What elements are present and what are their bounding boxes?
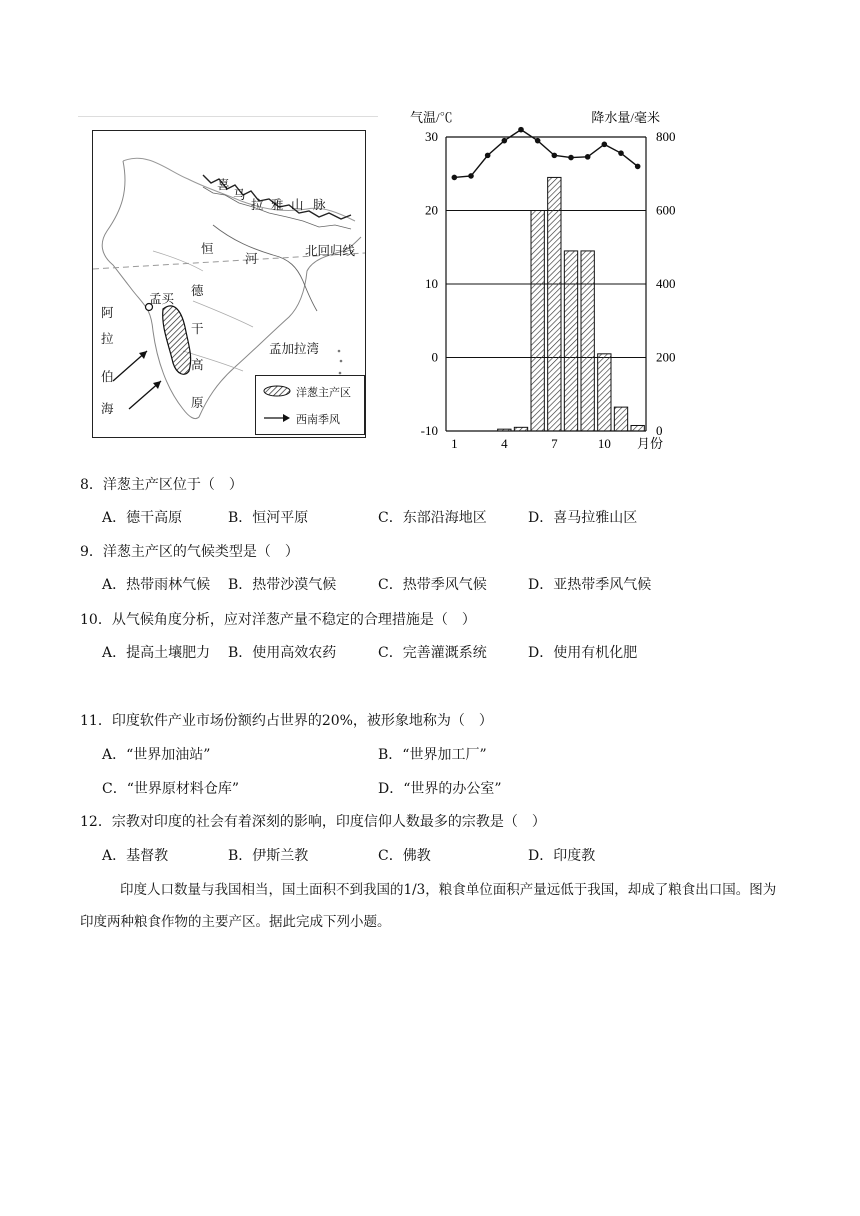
- q11-option-d[interactable]: D．“世界的办公室”: [378, 781, 502, 797]
- precip-bar: [631, 425, 644, 431]
- arabian-sea-char-4: 海: [101, 401, 114, 416]
- question-8-stem: 8．洋葱主产区位于（ ）: [80, 477, 243, 493]
- himalaya-char-4: 雅: [271, 197, 284, 212]
- intro-paragraph: 印度人口数量与我国相当，国土面积不到我国的1/3，粮食单位面积产量远低于我国，却成了粮食出口国。图为印度两种粮食作物的主要产区。据此完成下列小题。: [80, 882, 777, 930]
- climate-chart: [410, 104, 676, 456]
- temp-tick-label: 10: [425, 276, 438, 291]
- temperature-point: [535, 138, 541, 144]
- arabian-sea-char-1: 阿: [101, 305, 114, 320]
- q12-option-d[interactable]: D．印度教: [528, 848, 596, 864]
- arrow-icon: [262, 412, 292, 424]
- question-9-stem: 9．洋葱主产区的气候类型是（ ）: [80, 544, 299, 560]
- q12-option-b[interactable]: B．伊斯兰教: [228, 848, 309, 864]
- temperature-point: [485, 153, 491, 159]
- ganges-char-1: 恒: [201, 241, 214, 256]
- temperature-point: [585, 154, 591, 160]
- q10-option-b[interactable]: B．使用高效农药: [228, 645, 337, 661]
- temp-tick-label: 30: [425, 129, 438, 144]
- temp-tick-label: 0: [431, 349, 438, 365]
- temperature-point: [602, 142, 608, 148]
- q12-option-a[interactable]: A．基督教: [102, 848, 169, 864]
- top-rule: [78, 116, 378, 117]
- q8-option-a[interactable]: A．德干高原: [102, 510, 183, 526]
- legend-onion-label: 洋葱主产区: [296, 386, 351, 399]
- precip-tick-label: 600: [656, 202, 676, 218]
- temperature-point: [468, 173, 474, 179]
- question-11-stem: 11．印度软件产业市场份额约占世界的20%，被形象地称为（ ）: [80, 713, 493, 729]
- precip-bar: [614, 407, 627, 431]
- precip-bar: [598, 354, 611, 431]
- q10-option-d[interactable]: D．使用有机化肥: [528, 645, 638, 661]
- q10-option-c[interactable]: C．完善灌溉系统: [378, 645, 487, 661]
- precip-tick-label: 0: [656, 423, 663, 438]
- mumbai-label: 孟买: [149, 291, 175, 306]
- himalaya-char-3: 拉: [251, 197, 264, 212]
- himalaya-char-6: 脉: [313, 197, 326, 212]
- onion-legend-swatch: [262, 384, 292, 398]
- month-tick-label: 4: [501, 436, 508, 451]
- bay-of-bengal-label: 孟加拉湾: [269, 341, 320, 356]
- month-unit-label: 月份: [636, 436, 664, 451]
- precip-bar: [531, 211, 544, 432]
- onion-area-shape: [163, 306, 191, 374]
- month-tick-label: 1: [451, 436, 458, 451]
- temp-axis-title: 气温/℃: [410, 110, 453, 125]
- legend-monsoon-label: 西南季风: [296, 413, 340, 426]
- question-12-stem: 12．宗教对印度的社会有着深刻的影响，印度信仰人数最多的宗教是（ ）: [80, 814, 546, 830]
- q11-option-c[interactable]: C．“世界原材料仓库”: [102, 781, 240, 797]
- precip-bar: [498, 429, 511, 431]
- month-tick-label: 7: [551, 436, 558, 451]
- himalaya-char-2: 马: [233, 187, 246, 202]
- ganges-char-2: 河: [245, 251, 258, 266]
- precip-bar: [581, 251, 594, 431]
- temp-tick-label: 20: [425, 202, 438, 218]
- q9-option-d[interactable]: D．亚热带季风气候: [528, 577, 652, 593]
- month-tick-label: 10: [597, 436, 611, 451]
- q8-option-c[interactable]: C．东部沿海地区: [378, 510, 487, 526]
- deccan-char-4: 原: [191, 395, 204, 410]
- temp-tick-label: -10: [420, 423, 438, 438]
- temperature-point: [635, 164, 641, 170]
- deccan-char-2: 干: [191, 321, 204, 336]
- question-10-stem: 10．从气候角度分析，应对洋葱产量不稳定的合理措施是（ ）: [80, 612, 476, 628]
- deccan-char-1: 德: [191, 283, 204, 298]
- temperature-point: [502, 138, 508, 144]
- india-map: [92, 130, 366, 438]
- q12-option-c[interactable]: C．佛教: [378, 848, 431, 864]
- precip-bar: [564, 251, 577, 431]
- deccan-char-3: 高: [191, 357, 204, 372]
- arabian-sea-char-3: 伯: [101, 369, 114, 384]
- himalaya-char-1: 喜: [217, 177, 230, 192]
- temperature-point: [618, 150, 624, 156]
- q8-option-b[interactable]: B．恒河平原: [228, 510, 309, 526]
- q10-option-a[interactable]: A．提高土壤肥力: [102, 645, 211, 661]
- tropic-label: 北回归线: [305, 243, 356, 258]
- precip-bar: [548, 177, 561, 431]
- q9-option-b[interactable]: B．热带沙漠气候: [228, 577, 337, 593]
- temperature-point: [568, 155, 574, 161]
- precip-tick-label: 200: [656, 349, 676, 365]
- precip-bar: [514, 427, 527, 431]
- q8-option-d[interactable]: D．喜马拉雅山区: [528, 510, 638, 526]
- q11-option-b[interactable]: B．“世界加工厂”: [378, 747, 487, 763]
- arabian-sea-char-2: 拉: [101, 331, 114, 346]
- temperature-point: [518, 127, 524, 133]
- precip-tick-label: 800: [656, 129, 676, 144]
- map-legend: [255, 375, 365, 435]
- q9-option-c[interactable]: C．热带季风气候: [378, 577, 487, 593]
- precip-tick-label: 400: [656, 276, 676, 291]
- temperature-point: [552, 153, 558, 159]
- q9-option-a[interactable]: A．热带雨林气候: [102, 577, 211, 593]
- himalaya-char-5: 山: [291, 197, 304, 212]
- precip-axis-title: 降水量/毫米: [591, 110, 660, 125]
- temperature-point: [452, 175, 458, 181]
- q11-option-a[interactable]: A．“世界加油站”: [102, 747, 211, 763]
